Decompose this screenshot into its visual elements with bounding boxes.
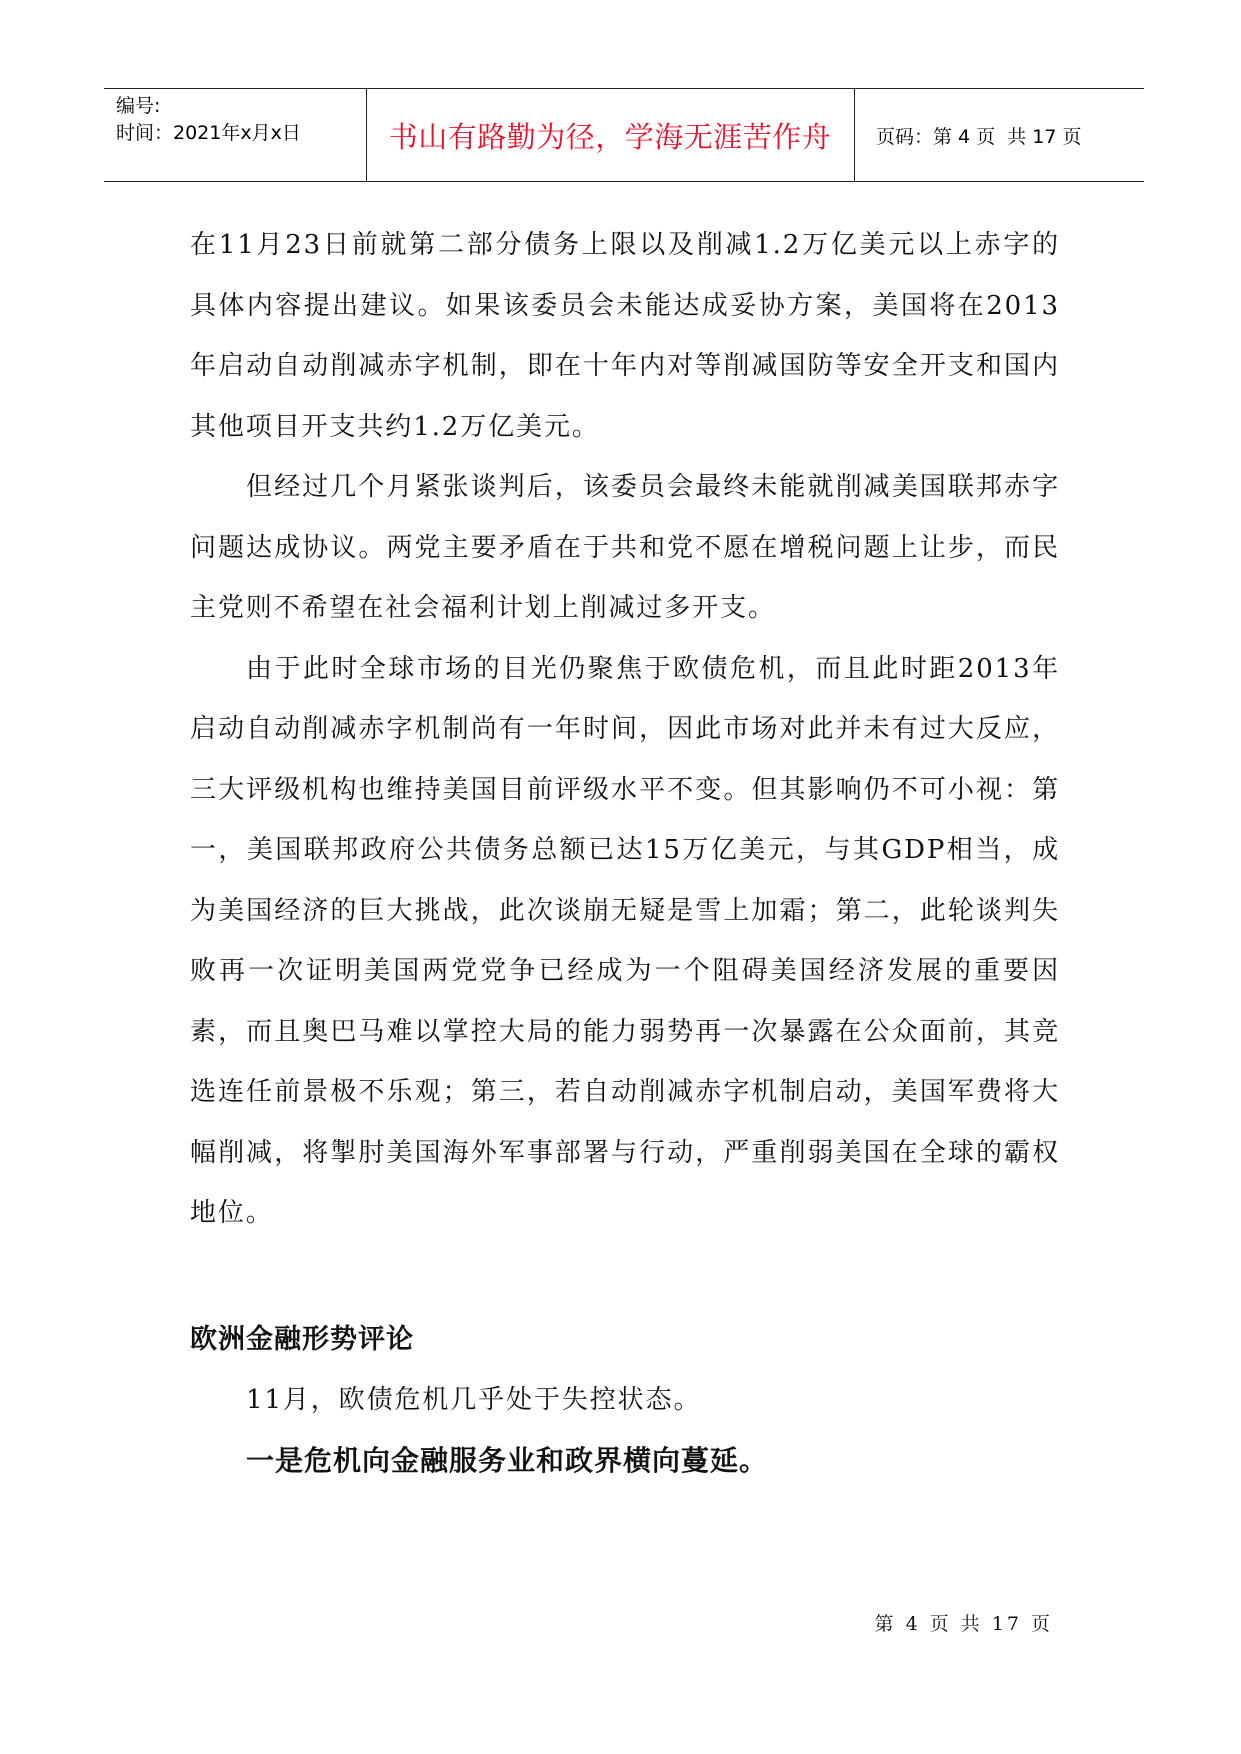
header-page-info: 页码：第 4 页 共 17 页	[876, 125, 1082, 148]
section-intro: 11月，欧债危机几乎处于失控状态。	[246, 1384, 702, 1415]
section-heading: 欧洲金融形势评论	[190, 1323, 414, 1355]
header-motto: 书山有路勤为径，学海无涯苦作舟	[388, 119, 832, 154]
header-meta	[116, 93, 366, 147]
time-label: 时间：2021年x月x日	[116, 122, 301, 144]
body-paragraph: 在11月23日前就第二部分债务上限以及削减1.2万亿美元以上赤字的具体内容提出建议。如果该委员会未能达成妥协方案，美国将在2013年启动自动削减赤字机制，即在十年内对等削减国防等安全开支和国内其他项目开支共约1.2万亿美元。	[190, 230, 1060, 442]
number-label: 编号:	[116, 95, 161, 117]
header-divider	[854, 89, 855, 181]
page-header	[104, 88, 1144, 182]
document-body	[190, 215, 1060, 1492]
bold-point: 一是危机向金融服务业和政界横向蔓延。	[246, 1444, 769, 1477]
page-footer: 第 4 页 共 17 页	[874, 1613, 1053, 1635]
body-paragraph: 但经过几个月紧张谈判后，该委员会最终未能就削减美国联邦赤字问题达成协议。两党主要矛盾在于共和党不愿在增税问题上让步，而民主党则不希望在社会福利计划上削减过多开支。	[190, 472, 1060, 623]
body-paragraph: 由于此时全球市场的目光仍聚焦于欧债危机，而且此时距2013年启动自动削减赤字机制尚有一年时间，因此市场对此并未有过大反应，三大评级机构也维持美国目前评级水平不变。但其影响仍不可小视：第一，美国联邦政府公共债务总额已达15万亿美元，与其GDP相当，成为美国经济的巨大挑战，此次谈崩无疑是雪上加霜；第二，此轮谈判失败再一次证明美国两党党争已经成为一个阻碍美国经济发展的重要因素，而且奥巴马难以掌控大局的能力弱势再一次暴露在公众面前，其竞选连任前景极不乐观；第三，若自动削减赤字机制启动，美国军费将大幅削减，将掣肘美国海外军事部署与行动，严重削弱美国在全球的霸权地位。	[190, 653, 1060, 1228]
